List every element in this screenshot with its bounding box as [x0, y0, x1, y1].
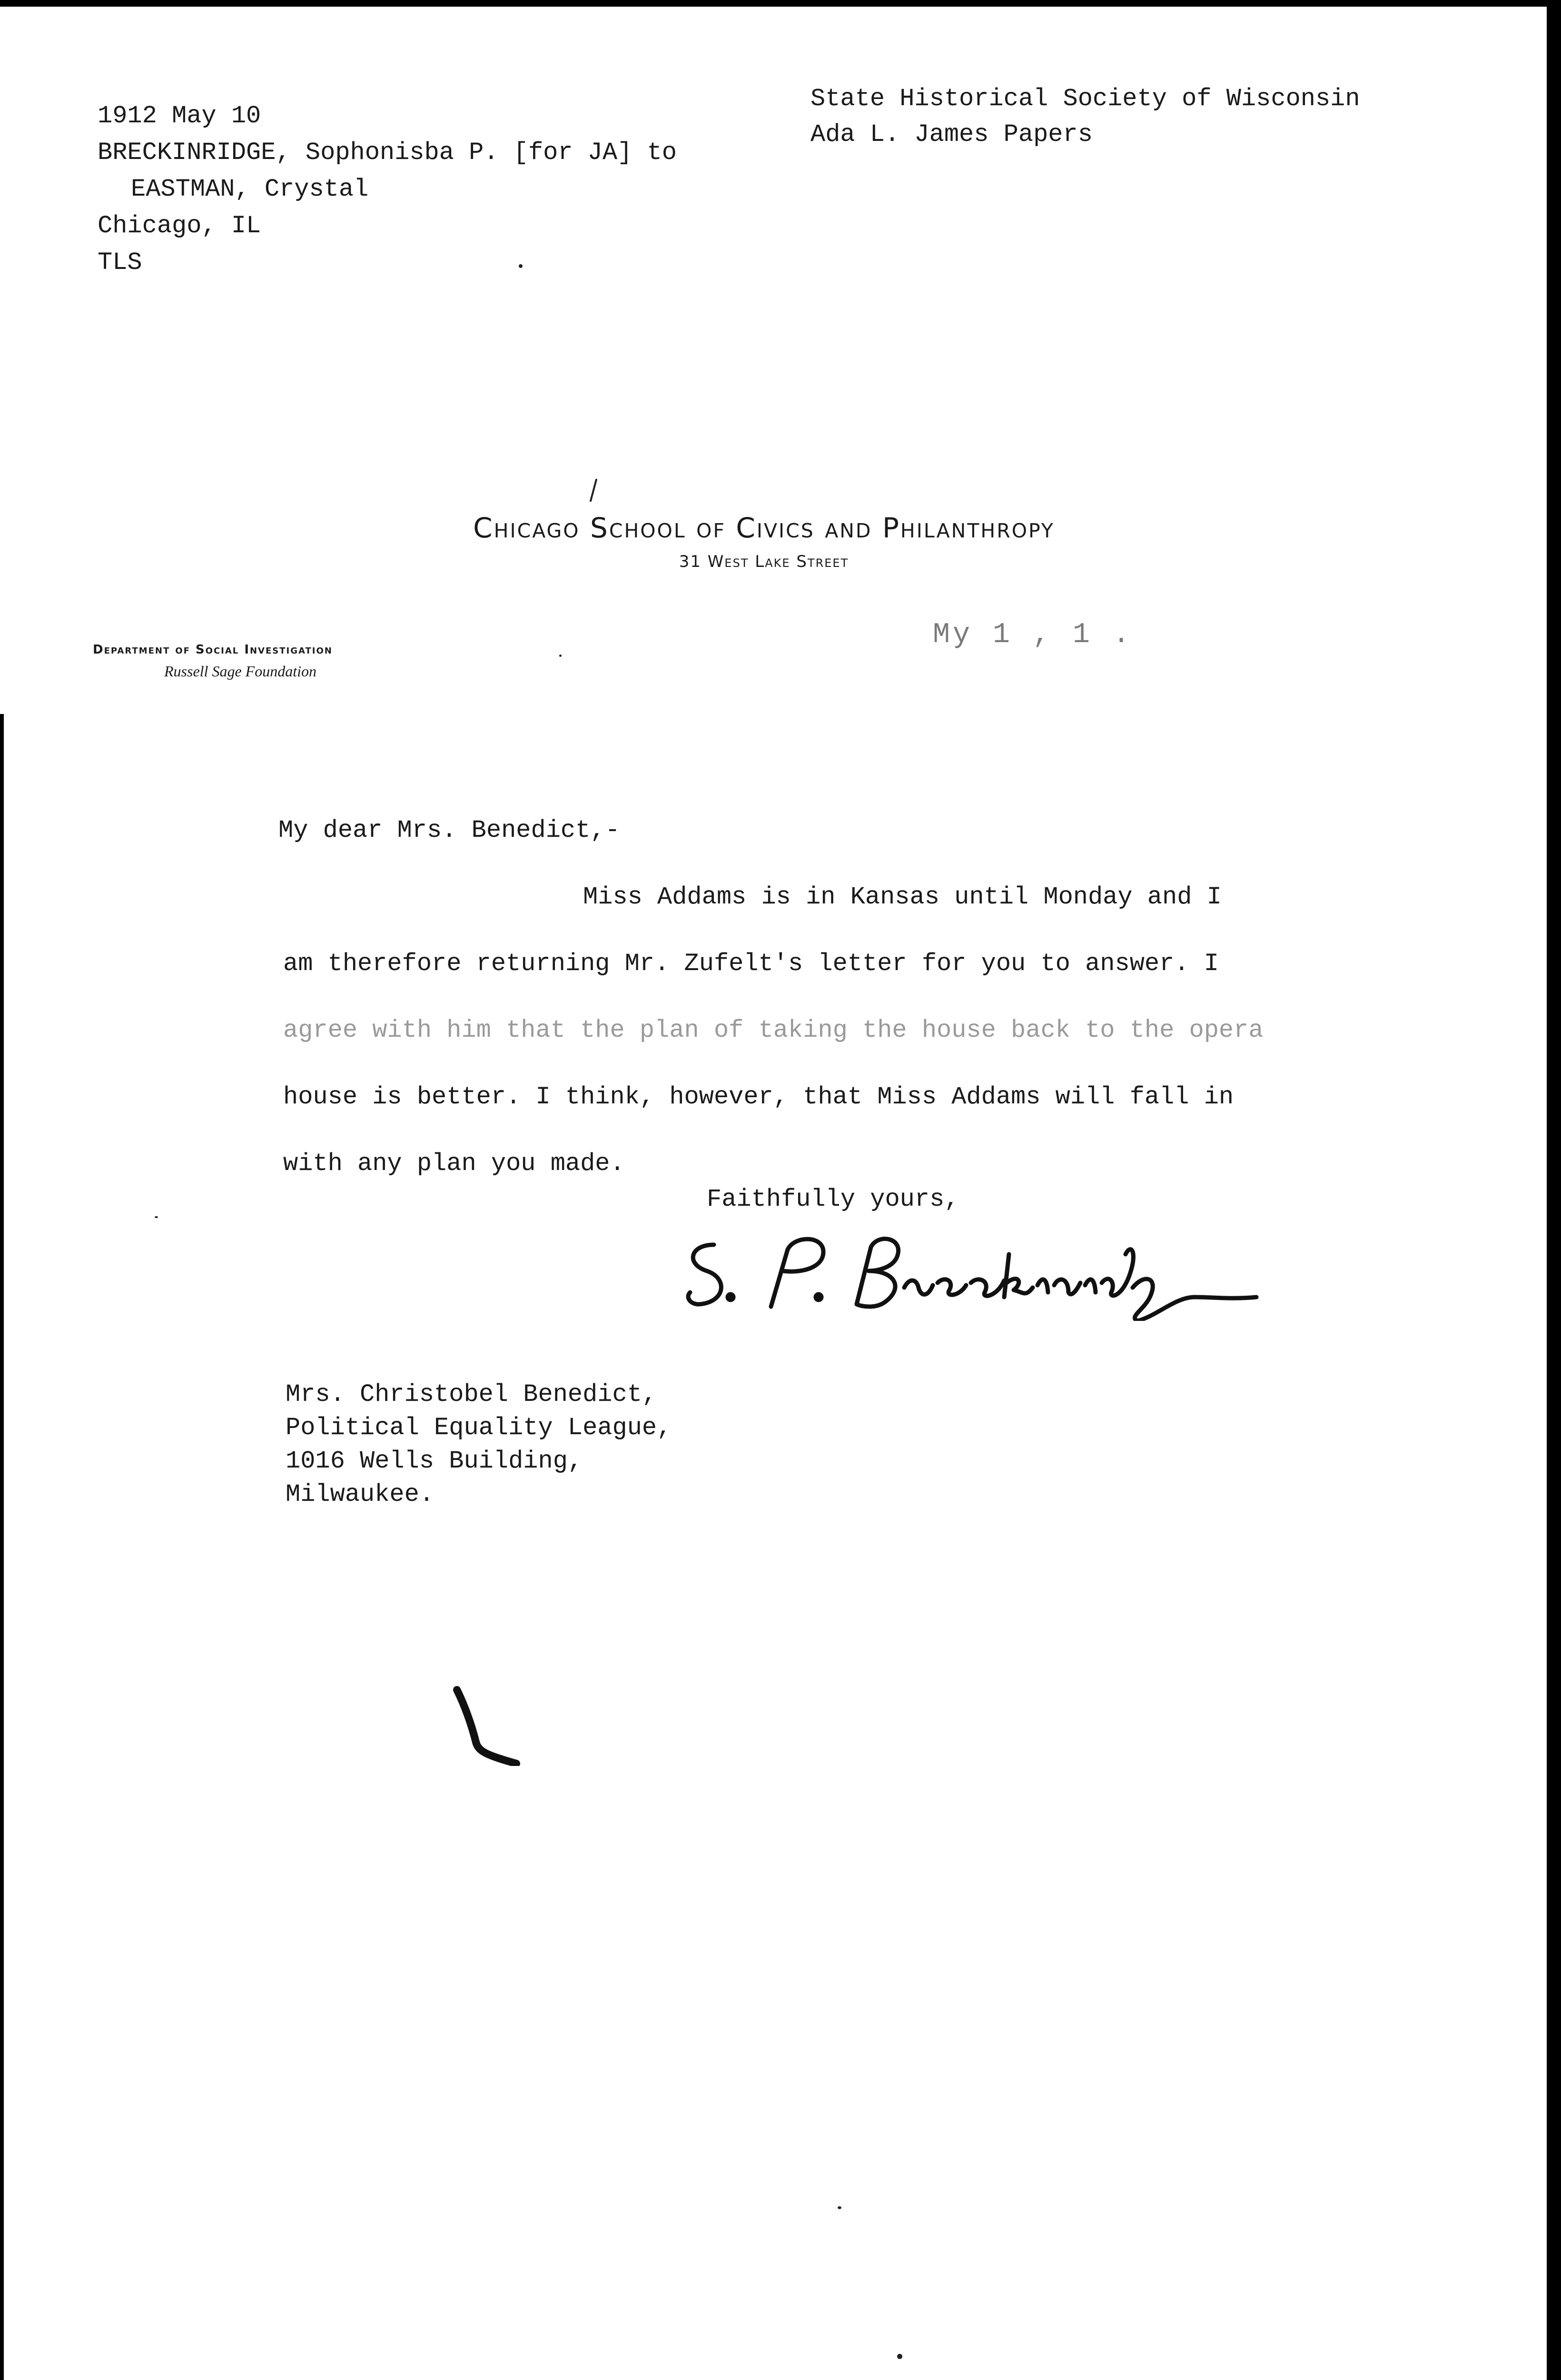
scan-edge-left — [0, 714, 4, 2380]
scan-speck — [897, 2354, 902, 2359]
recipient-building: 1016 Wells Building, — [286, 1447, 583, 1475]
archive-repository: State Historical Society of Wisconsin — [810, 85, 1360, 113]
org-address: 31 West Lake Street — [679, 552, 849, 571]
body-line: agree with him that the plan of taking the house back to the opera — [283, 1016, 1264, 1044]
closing-line — [707, 1185, 959, 1213]
scan-speck — [155, 1216, 158, 1218]
scan-speck — [559, 654, 562, 657]
body-line: with any plan you made. — [283, 1150, 625, 1178]
scan-speck — [838, 2206, 841, 2209]
archive-doc-type: TLS — [98, 248, 142, 277]
archive-collection: Ada L. James Papers — [810, 120, 1093, 149]
scan-speck — [590, 478, 598, 502]
closing: Faithfully yours, — [707, 1185, 959, 1213]
letterhead-address — [621, 552, 907, 571]
date-line — [933, 619, 1133, 651]
body-line: Miss Addams is in Kansas until Monday and I — [583, 883, 1222, 911]
archive-recipient: EASTMAN, Crystal — [131, 175, 369, 203]
salutation-line — [278, 816, 620, 844]
salutation: My dear Mrs. Benedict,- — [278, 816, 620, 844]
archive-header-left — [98, 98, 677, 281]
scan-speck — [519, 264, 523, 268]
letterhead-title — [383, 512, 1145, 544]
archive-place: Chicago, IL — [98, 212, 261, 240]
archive-date: 1912 May 10 — [98, 102, 261, 130]
recipient-org: Political Equality League, — [286, 1414, 672, 1442]
archive-header-right — [810, 81, 1360, 152]
letter-date: My 1 , 1 . — [933, 619, 1133, 651]
foundation-name: Russell Sage Foundation — [164, 663, 316, 680]
recipient-block — [286, 1378, 672, 1511]
recipient-name: Mrs. Christobel Benedict, — [286, 1380, 657, 1408]
scan-edge-right — [1547, 0, 1561, 2380]
body-line: house is better. I think, however, that Miss Addams will fall in — [283, 1083, 1234, 1111]
letter-body — [283, 864, 1264, 1197]
archive-author: BRECKINRIDGE, Sophonisba P. [for JA] to — [98, 139, 677, 167]
body-line: am therefore returning Mr. Zufelt's letter for you to answer. I — [283, 950, 1219, 978]
scan-edge-top — [0, 0, 1561, 7]
department-name: Department of Social Investigation — [93, 643, 333, 657]
foundation-line — [164, 663, 316, 680]
signature — [681, 1226, 1280, 1321]
check-mark — [452, 1680, 524, 1766]
signature-scrawl — [681, 1226, 1280, 1321]
department-line — [93, 643, 333, 657]
recipient-city: Milwaukee. — [286, 1480, 435, 1508]
org-name: Chicago School of Civics and Philanthropy — [473, 512, 1055, 544]
